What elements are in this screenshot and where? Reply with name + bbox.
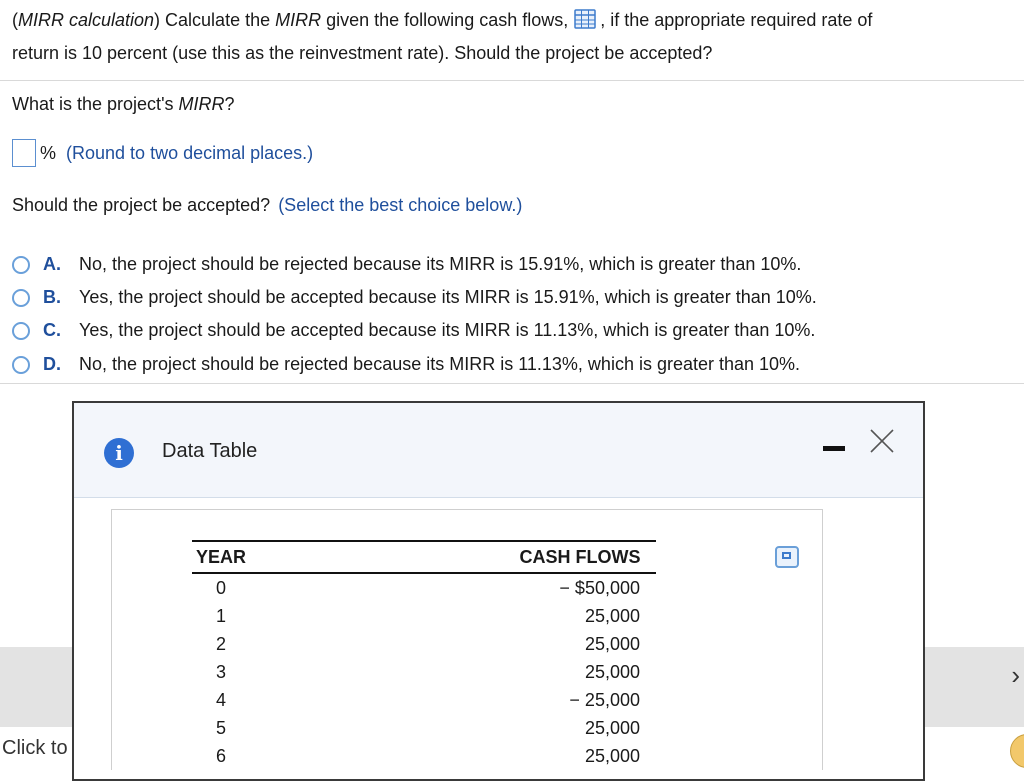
year-cell: 2 [215,633,226,654]
mirr-prompt-a: What is the project's [12,94,179,114]
cash-flow-cell: 25,000 [584,745,640,766]
mirr-prompt [12,94,235,115]
percent-unit: % [40,142,57,163]
question-label: MIRR calculation [18,10,155,30]
dialog-header [74,403,923,498]
mirr-prompt-b: MIRR [178,94,225,114]
choice-text: No, the project should be rejected because its MIRR is 15.91%, which is greater than 10%. [79,254,802,274]
question-line-2: return is 10 percent (use this as the reinvestment rate). Should the project be accepted? [12,43,713,63]
grid-table-icon[interactable] [574,9,596,29]
year-cell: 1 [215,605,226,626]
choice-b[interactable] [12,287,817,308]
choice-a[interactable] [12,254,801,275]
cash-flow-cell: 25,000 [584,605,640,626]
minimize-icon[interactable] [823,446,845,451]
year-cell: 6 [215,745,226,766]
radio-button[interactable] [12,256,30,274]
choice-letter: B. [43,287,61,307]
mirr-prompt-c: ? [224,94,235,114]
radio-button[interactable] [12,322,30,340]
cash-flow-cell: − $50,000 [559,577,640,598]
choice-text: No, the project should be rejected because its MIRR is 11.13%, which is greater than 10%. [79,354,801,374]
accept-prompt-text: Should the project be accepted? [12,195,271,215]
table-row [192,686,656,714]
radio-button[interactable] [12,356,30,374]
question-mirr: MIRR [275,10,322,30]
question-text-c: given the following cash flows, [321,10,569,30]
table-row [192,630,656,658]
year-header: YEAR [195,546,246,567]
cash-flow-cell: 25,000 [584,661,640,682]
divider [0,80,1024,81]
answer-row [12,139,313,167]
choice-text: Yes, the project should be accepted because its MIRR is 15.91%, which is greater than 10%. [79,287,817,307]
click-to-text[interactable]: Click to [2,737,68,759]
year-cell: 5 [215,717,226,738]
choice-c[interactable] [12,320,815,341]
choice-text: Yes, the project should be accepted because its MIRR is 11.13%, which is greater than 10%. [79,320,816,340]
dialog-title: Data Table [162,440,258,462]
close-icon[interactable] [869,428,895,454]
data-table-panel [111,509,823,770]
radio-button[interactable] [12,289,30,307]
cash-flow-cell: 25,000 [584,717,640,738]
choice-letter: A. [43,254,61,274]
table-row [192,658,656,686]
choice-letter: D. [43,354,61,374]
cash-flows-header: CASH FLOWS [519,546,641,567]
choice-letter: C. [43,320,61,340]
accept-prompt-hint: (Select the best choice below.) [278,195,523,215]
rounding-hint: (Round to two decimal places.) [66,142,314,163]
data-table-dialog [72,401,925,781]
table-row [192,714,656,742]
next-arrow-icon[interactable]: › [1011,660,1020,690]
table-header-row [192,541,656,573]
divider [0,383,1024,384]
table-row [192,742,656,770]
accept-prompt [12,195,522,216]
cash-flow-cell: 25,000 [584,633,640,654]
cash-flow-table [192,540,656,770]
year-cell: 3 [215,661,226,682]
mirr-answer-input[interactable] [12,139,36,167]
cash-flow-cell: − 25,000 [569,689,640,710]
question-line-1: (MIRR calculation) Calculate the MIRR given the following cash flows, , if the appropriate required rate of [12,10,873,30]
info-icon: i [104,438,134,468]
copy-table-icon[interactable] [775,546,799,568]
question-text-a: ) Calculate the [154,10,276,30]
table-row [192,602,656,630]
year-cell: 4 [215,689,226,710]
question-text-d: , if the appropriate required rate of [600,10,873,30]
table-row [192,573,656,602]
choice-d[interactable] [12,354,800,375]
help-icon[interactable] [1010,734,1024,768]
year-cell: 0 [215,577,226,598]
